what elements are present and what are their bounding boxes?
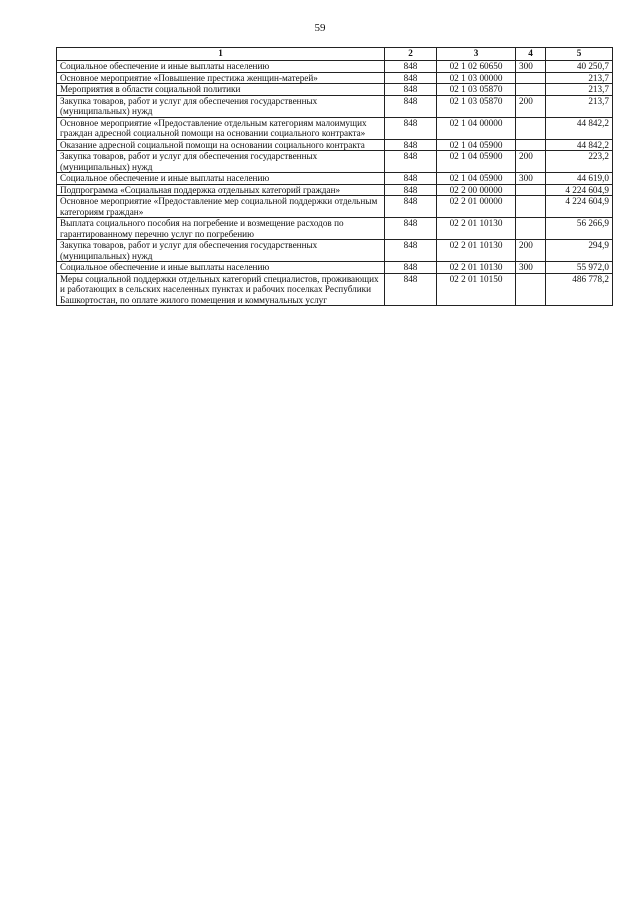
cell-name: Закупка товаров, работ и услуг для обеспечения государственных (муниципальных) нужд — [57, 240, 385, 262]
cell-admin-code: 848 — [385, 139, 437, 151]
table-header-row — [57, 48, 613, 61]
cell-name: Основное мероприятие «Повышение престижа женщин-матерей» — [57, 72, 385, 84]
header-col-4: 4 — [516, 48, 546, 61]
cell-target-article: 02 1 03 05870 — [437, 95, 516, 117]
cell-amount: 4 224 604,9 — [546, 184, 613, 196]
cell-target-article: 02 2 01 10130 — [437, 262, 516, 274]
header-col-3: 3 — [437, 48, 516, 61]
table-row — [57, 196, 613, 218]
cell-name: Выплата социального пособия на погребение и возмещение расходов по гарантированному перечню услуг по погребению — [57, 218, 385, 240]
page-number: 59 — [314, 22, 326, 34]
cell-name: Социальное обеспечение и иные выплаты населению — [57, 61, 385, 73]
cell-name: Основное мероприятие «Предоставление мер социальной поддержки отдельным категориям граждан» — [57, 196, 385, 218]
cell-expense-type — [516, 72, 546, 84]
cell-admin-code: 848 — [385, 262, 437, 274]
cell-target-article: 02 1 03 05870 — [437, 84, 516, 96]
table-row — [57, 72, 613, 84]
table-row — [57, 95, 613, 117]
cell-amount: 4 224 604,9 — [546, 196, 613, 218]
cell-amount: 223,2 — [546, 151, 613, 173]
cell-expense-type: 200 — [516, 95, 546, 117]
table-row — [57, 139, 613, 151]
cell-admin-code: 848 — [385, 84, 437, 96]
cell-admin-code: 848 — [385, 72, 437, 84]
cell-admin-code: 848 — [385, 95, 437, 117]
cell-amount: 213,7 — [546, 72, 613, 84]
table-body — [57, 61, 613, 306]
cell-target-article: 02 1 04 00000 — [437, 117, 516, 139]
cell-expense-type — [516, 117, 546, 139]
table-row — [57, 184, 613, 196]
cell-expense-type — [516, 84, 546, 96]
table-row — [57, 61, 613, 73]
cell-expense-type — [516, 218, 546, 240]
cell-admin-code: 848 — [385, 196, 437, 218]
table-row — [57, 273, 613, 306]
cell-amount: 44 842,2 — [546, 139, 613, 151]
cell-amount: 44 842,2 — [546, 117, 613, 139]
cell-admin-code: 848 — [385, 184, 437, 196]
cell-expense-type: 300 — [516, 61, 546, 73]
cell-name: Социальное обеспечение и иные выплаты населению — [57, 262, 385, 274]
table-row — [57, 173, 613, 185]
cell-amount: 40 250,7 — [546, 61, 613, 73]
cell-amount: 55 972,0 — [546, 262, 613, 274]
cell-admin-code: 848 — [385, 173, 437, 185]
cell-expense-type: 300 — [516, 173, 546, 185]
cell-amount: 56 266,9 — [546, 218, 613, 240]
header-col-2: 2 — [385, 48, 437, 61]
cell-admin-code: 848 — [385, 240, 437, 262]
table-row — [57, 218, 613, 240]
table-row — [57, 262, 613, 274]
table-row — [57, 117, 613, 139]
cell-target-article: 02 2 01 10130 — [437, 240, 516, 262]
cell-target-article: 02 2 01 10150 — [437, 273, 516, 306]
cell-target-article: 02 1 04 05900 — [437, 139, 516, 151]
budget-table — [56, 47, 613, 306]
cell-admin-code: 848 — [385, 61, 437, 73]
cell-amount: 294,9 — [546, 240, 613, 262]
cell-expense-type — [516, 196, 546, 218]
cell-target-article: 02 1 03 00000 — [437, 72, 516, 84]
cell-admin-code: 848 — [385, 151, 437, 173]
cell-name: Мероприятия в области социальной политики — [57, 84, 385, 96]
cell-target-article: 02 1 04 05900 — [437, 173, 516, 185]
table-row — [57, 240, 613, 262]
header-col-1: 1 — [57, 48, 385, 61]
cell-target-article: 02 1 02 60650 — [437, 61, 516, 73]
cell-target-article: 02 2 00 00000 — [437, 184, 516, 196]
cell-expense-type — [516, 139, 546, 151]
table-row — [57, 151, 613, 173]
cell-admin-code: 848 — [385, 218, 437, 240]
cell-amount: 486 778,2 — [546, 273, 613, 306]
cell-name: Меры социальной поддержки отдельных категорий специалистов, проживающих и работающих в сельских населенных пунктах и рабочих поселках Республики Башкортостан, по оплате жилого помещения и коммунальных услуг — [57, 273, 385, 306]
cell-amount: 213,7 — [546, 95, 613, 117]
cell-name: Закупка товаров, работ и услуг для обеспечения государственных (муниципальных) нужд — [57, 95, 385, 117]
cell-amount: 213,7 — [546, 84, 613, 96]
cell-name: Закупка товаров, работ и услуг для обеспечения государственных (муниципальных) нужд — [57, 151, 385, 173]
cell-name: Оказание адресной социальной помощи на основании социального контракта — [57, 139, 385, 151]
cell-expense-type: 300 — [516, 262, 546, 274]
table-row — [57, 84, 613, 96]
cell-expense-type — [516, 273, 546, 306]
cell-name: Социальное обеспечение и иные выплаты населению — [57, 173, 385, 185]
cell-target-article: 02 2 01 10130 — [437, 218, 516, 240]
cell-expense-type: 200 — [516, 151, 546, 173]
cell-name: Подпрограмма «Социальная поддержка отдельных категорий граждан» — [57, 184, 385, 196]
cell-admin-code: 848 — [385, 117, 437, 139]
cell-target-article: 02 2 01 00000 — [437, 196, 516, 218]
cell-expense-type — [516, 184, 546, 196]
cell-expense-type: 200 — [516, 240, 546, 262]
cell-amount: 44 619,0 — [546, 173, 613, 185]
cell-admin-code: 848 — [385, 273, 437, 306]
cell-name: Основное мероприятие «Предоставление отдельным категориям малоимущих граждан адресной социальной помощи на основании социального контракта» — [57, 117, 385, 139]
header-col-5: 5 — [546, 48, 613, 61]
cell-target-article: 02 1 04 05900 — [437, 151, 516, 173]
